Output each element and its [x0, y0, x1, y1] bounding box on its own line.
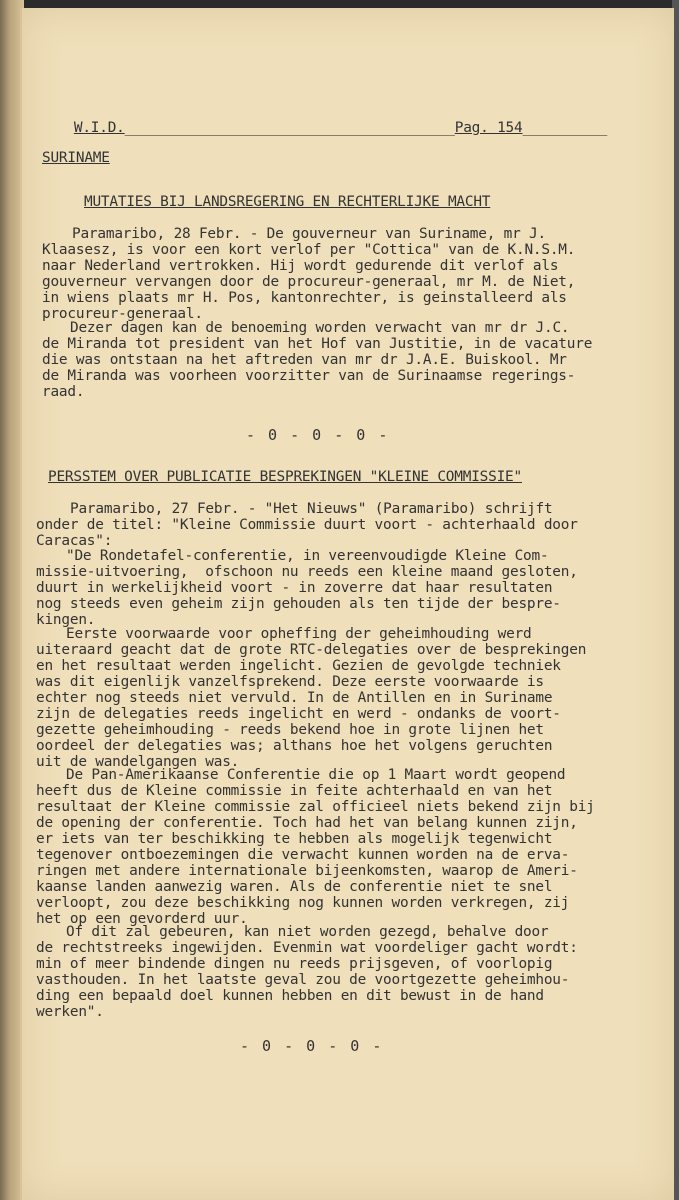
paragraph-line: Of dit zal gebeuren, kan niet worden gezegd, behalve door	[66, 924, 549, 940]
section-title: SURINAME	[42, 150, 110, 166]
separator: - 0 - 0 - 0 -	[246, 426, 390, 444]
paragraph-line: verloopt, zou deze beschikking nog kunnen worden verkregen, zij	[36, 895, 570, 911]
paragraph-line: Dezer dagen kan de benoeming worden verwacht van mr dr J.C.	[70, 320, 570, 336]
article-title-1: MUTATIES BIJ LANDSREGERING EN RECHTERLIJKE MACHT	[84, 194, 491, 210]
paragraph-line: uit de wandelgangen was.	[36, 754, 240, 770]
paragraph-line: duurt in werkelijkheid voort - in zoverre dat haar resultaten	[36, 580, 553, 596]
paragraph-line: resultaat der Kleine commissie zal officieel niets bekend zijn bij	[36, 799, 595, 815]
paragraph-line: kaanse landen aanwezig waren. Als de conferentie niet te snel	[36, 879, 553, 895]
paragraph-line: raad.	[42, 384, 85, 400]
paragraph-line: ding een bepaald doel kunnen hebben en dit bewust in de hand	[36, 988, 544, 1004]
article-title-2: PERSSTEM OVER PUBLICATIE BESPREKINGEN "KLEINE COMMISSIE"	[48, 469, 522, 485]
paragraph-line: er iets van ter beschikking te hebben als mogelijk tegenwicht	[36, 831, 553, 847]
paragraph-line: uiteraard geacht dat de grote RTC-delegaties over de besprekingen	[36, 642, 587, 658]
page-number: Pag. 154	[454, 120, 523, 136]
header-rule-end: __________	[522, 120, 608, 136]
paragraph-line: heeft dus de Kleine commissie in feite achterhaald en van het	[36, 783, 553, 799]
paragraph-line: naar Nederland vertrokken. Hij wordt gedurende dit verlof als	[42, 258, 559, 274]
paragraph-line: gouverneur vervangen door de procureur-generaal, mr M. de Niet,	[42, 274, 576, 290]
document-page	[20, 8, 674, 1200]
paragraph-line: oordeel der delegaties was; althans hoe het volgens geruchten	[36, 738, 553, 754]
paragraph-line: vasthouden. In het laatste geval zou de voortgezette geheimhou-	[36, 972, 570, 988]
paragraph-line: was dit eigenlijk vanzelfsprekend. Deze eerste voorwaarde is	[36, 674, 544, 690]
paragraph-line: die was ontstaan na het aftreden van mr dr J.A.E. Buiskool. Mr	[42, 352, 567, 368]
separator: - 0 - 0 - 0 -	[240, 1037, 384, 1055]
paragraph-line: min of meer bindende dingen nu reeds prijsgeven, of voorlopig	[36, 956, 553, 972]
paragraph-line: het op een gevorderd uur.	[36, 911, 248, 927]
paragraph-line: echter nog steeds niet vervuld. In de Antillen en in Suriname	[36, 690, 553, 706]
paragraph-line: "De Rondetafel-conferentie, in vereenvoudigde Kleine Com-	[66, 548, 549, 564]
paragraph-line: ringen met andere internationale bijeenkomsten, waarop de Ameri-	[36, 863, 578, 879]
paragraph-line: Klaasesz, is voor een kort verlof per "Cottica" van de K.N.S.M.	[42, 242, 576, 258]
paragraph-line: kingen.	[36, 612, 96, 628]
paragraph-line: De Pan-Amerikaanse Conferentie die op 1 Maart wordt geopend	[66, 767, 566, 783]
paragraph-line: procureur-generaal.	[42, 306, 203, 322]
paragraph-line: nog steeds even geheim zijn gehouden als ten tijde der bespre-	[36, 596, 561, 612]
paragraph-line: zijn de delegaties reeds ingelicht en werd - ondanks de voort-	[36, 706, 561, 722]
paragraph-line: Paramaribo, 28 Febr. - De gouverneur van Suriname, mr J.	[72, 226, 546, 242]
paragraph-line: Caracas":	[36, 533, 113, 549]
header-left: W.I.D.	[73, 120, 125, 136]
header	[40, 104, 607, 152]
paragraph-line: de Miranda tot president van het Hof van Justitie, in de vacature	[42, 336, 593, 352]
paragraph-line: missie-uitvoering, ofschoon nu reeds een kleine maand gesloten,	[36, 564, 578, 580]
paragraph-line: de opening der conferentie. Toch had het van belang kunnen zijn,	[36, 815, 578, 831]
paragraph-line: in wiens plaats mr H. Pos, kantonrechter, is geinstalleerd als	[42, 290, 567, 306]
paragraph-line: gezette geheimhouding - reeds bekend hoe in grote lijnen het	[36, 722, 544, 738]
paragraph-line: werken".	[36, 1004, 104, 1020]
paragraph-line: en het resultaat werden ingelicht. Gezien de gevolgde techniek	[36, 658, 561, 674]
paragraph-line: de Miranda was voorheen voorzitter van de Surinaamse regerings-	[42, 368, 576, 384]
paragraph-line: onder de titel: "Kleine Commissie duurt voort - achterhaald door	[36, 517, 578, 533]
paragraph-line: tegenover ontboezemingen die verwacht kunnen worden na de erva-	[36, 847, 570, 863]
paragraph-line: Eerste voorwaarde voor opheffing der geheimhouding werd	[66, 626, 532, 642]
paragraph-line: de rechtstreeks ingewijden. Evenmin wat voordeliger gacht wordt:	[36, 940, 578, 956]
header-rule: _______________________________________	[124, 120, 455, 136]
paragraph-line: Paramaribo, 27 Febr. - "Het Nieuws" (Paramaribo) schrijft	[70, 501, 553, 517]
